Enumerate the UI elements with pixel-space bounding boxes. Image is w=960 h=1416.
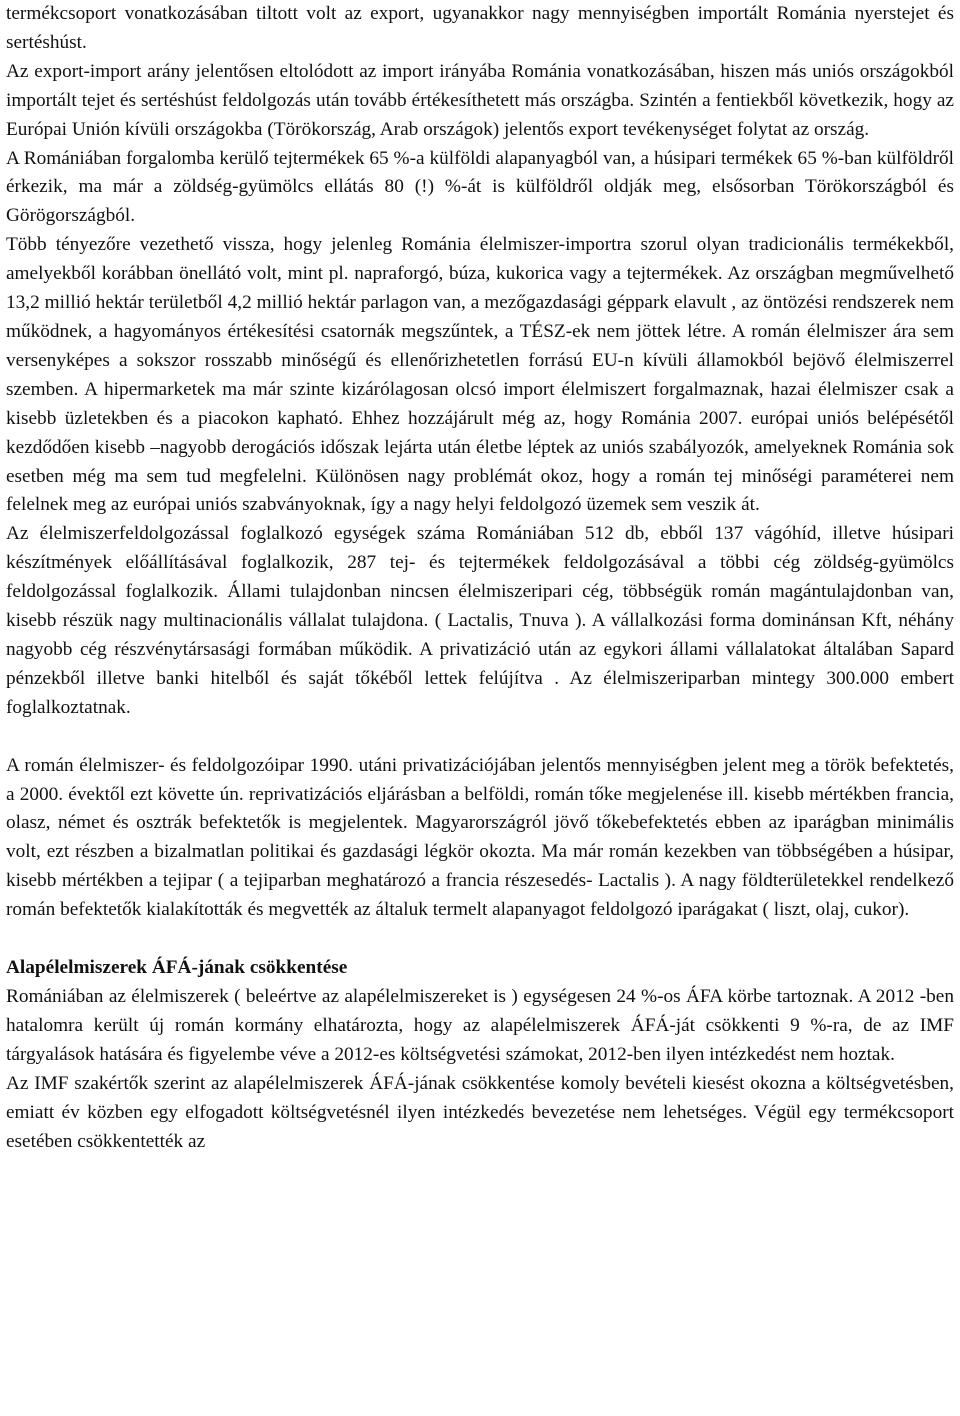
paragraph-dairy-import-share: A Romániában forgalomba kerülő tejtermékek 65 %-a külföldi alapanyagból van, a húsipari termékek 65 %-ban külföldről érkezik, ma már a zöldség-gyümölcs ellátás 80 (!) %-át is külföldről oldják meg, elsősorban Törökországból és Görögországból. <box>6 147 954 227</box>
paragraph-spacer <box>6 723 954 752</box>
paragraph-spacer <box>6 925 954 954</box>
paragraph-processing-units: Az élelmiszerfeldolgozással foglalkozó egységek száma Romániában 512 db, ebből 137 vágóhíd, illetve húsipari készítmények előállításával foglalkozik, 287 tej- és tejtermékek feldolgozásával a többi cég zöldség-gyümölcs feldolgozással foglalkozik. Állami tulajdonban nincsen élelmiszeripari cég, többségük román magántulajdonban van, kisebb részük nagy multinacionális vállalat tulajdona. ( Lactalis, Tnuva ). A vállalkozási forma dominánsan Kft, néhány nagyobb cég részvénytársasági formában működik. A privatizáció után az egykori állami vállalatokat általában Sapard pénzekből illetve banki hitelből és saját tőkéből lettek felújítva . Az élelmiszeriparban mintegy 300.000 embert foglalkoztatnak. <box>6 523 954 718</box>
paragraph-export-ban: termékcsoport vonatkozásában tiltott volt az export, ugyanakkor nagy mennyiségben importált Románia nyerstejet és sertéshúst. <box>6 3 954 53</box>
paragraph-vat-rate: Romániában az élelmiszerek ( beleértve az alapélelmiszereket is ) egységesen 24 %-os ÁFA körbe tartoznak. A 2012 -ben hatalomra került új román kormány elhatározta, hogy az alapélelmiszerek ÁFÁ-ját csökkenti 9 %-ra, de az IMF tárgyalások hatására és figyelembe véve a 2012-es költségvetési számokat, 2012-ben ilyen intézkedést nem hoztak. <box>6 986 954 1065</box>
paragraph-export-import: Az export-import arány jelentősen eltolódott az import irányába Románia vonatkozásában, hiszen más uniós országokból importált tejet és sertéshúst feldolgozás után tovább értékesíthetett más országba. Szintén a fentiekből következik, hogy az Európai Unión kívüli országokba (Törökország, Arab országok) jelentős export tevékenységet folytat az ország. <box>6 60 954 140</box>
paragraph-imf-opinion: Az IMF szakértők szerint az alapélelmiszerek ÁFÁ-jának csökkentése komoly bevételi kiesést okozna a költségvetésben, emiatt év közben egy elfogadott költségvetésnél ilyen intézkedés bevezetése nem lehetséges. Végül egy termékcsoport esetében csökkentették az <box>6 1072 954 1152</box>
paragraph-privatization: A román élelmiszer- és feldolgozóipar 1990. utáni privatizációjában jelentős mennyiségben jelent meg a török befektetés, a 2000. évektől ezt követte ún. reprivatizációs eljárásban a belföldi, román tőke megjelenése ill. kisebb mértékben francia, olasz, német és osztrák befektetők is megjelentek. Magyarországról jövő tőkebefektetés ebben az iparágban minimális volt, ezt részben a bizalmatlan politikai és gazdasági légkör okozta. Ma már román kezekben van többségében a húsipar, kisebb mértékben a tejipar ( a tejiparban meghatározó a francia részesedés- Lactalis ). A nagy földterületekkel rendelkező román befektetők kialakították és megvették az általuk termelt alapanyagot feldolgozó iparágakat ( liszt, olaj, cukor). <box>6 754 954 921</box>
paragraph-import-factors: Több tényezőre vezethető vissza, hogy jelenleg Románia élelmiszer-importra szorul olyan tradicionális termékekből, amelyekből korábban önellátó volt, mint pl. napraforgó, búza, kukorica vagy a tejtermékek. Az országban megművelhető 13,2 millió hektár területből 4,2 millió hektár parlagon van, a mezőgazdasági géppark elavult , az öntözési rendszerek nem működnek, a hagyományos értékesítési csatornák megszűntek, a TÉSZ-ek nem jöttek létre. A román élelmiszer ára sem versenyképes a sokszor rosszabb minőségű és ellenőrizhetetlen forrású EU-n kívüli államokból bejövő élelmiszerrel szemben. A hipermarketek ma már szinte kizárólagosan olcsó import élelmiszert forgalmaznak, hazai élelmiszer csak a kisebb üzletekben és a piacokon kapható. Ehhez hozzájárult még az, hogy Románia 2007. európai uniós belépésétől kezdődően kisebb –nagyobb derogációs időszak lejárta után életbe léptek az uniós szabályozók, amelyeknek Románia sok esetben még ma sem tud megfelelni. Különösen nagy problémát okoz, hogy a román tej minőségi paraméterei nem felelnek meg az európai uniós szabványoknak, így a nagy helyi feldolgozó üzemek sem veszik át. <box>6 234 954 516</box>
section-heading: Alapélelmiszerek ÁFÁ-jának csökkentése <box>6 957 348 979</box>
